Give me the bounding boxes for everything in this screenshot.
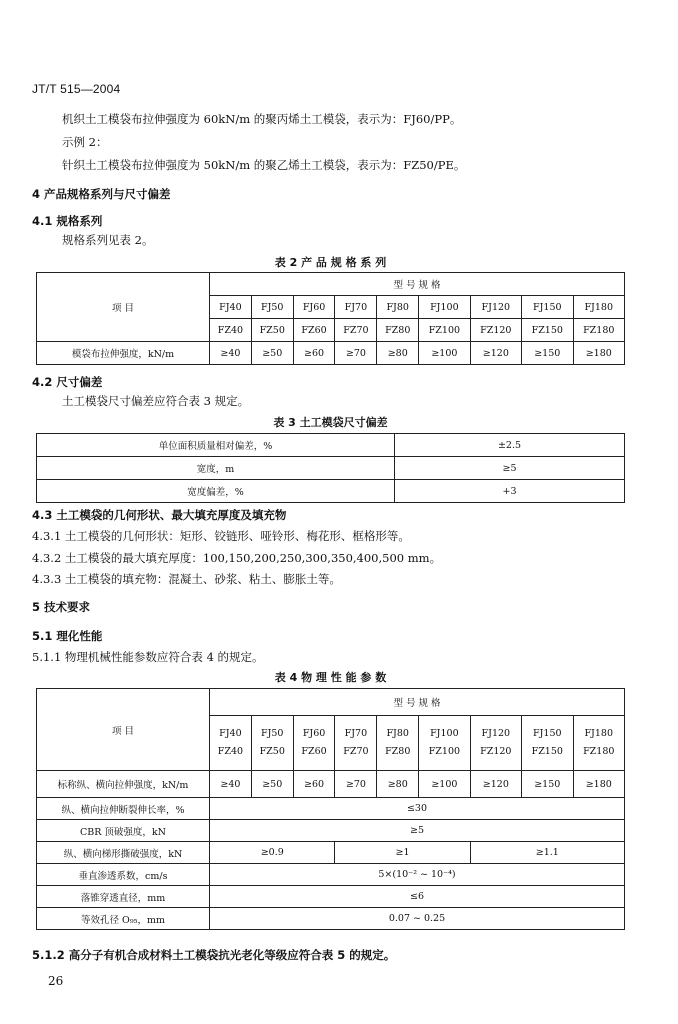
fz-label: FZ70: [343, 746, 369, 757]
fz-label: FZ50: [259, 746, 285, 757]
table-2-cell: FJ70: [335, 296, 377, 319]
table-2-cell: FZ80: [377, 319, 419, 342]
fz-label: FZ120: [480, 746, 512, 757]
table-3: [36, 433, 625, 503]
table-4-cell: ≥180: [573, 771, 625, 798]
table-2-cell: ≥180: [573, 342, 625, 365]
fz-label: FZ150: [531, 746, 563, 757]
table-2-cell: FZ180: [573, 319, 625, 342]
table-2-cell: FZ120: [470, 319, 521, 342]
table-2-model-header: 型 号 规 格: [210, 273, 625, 296]
table-4-cell: ≥100: [419, 771, 470, 798]
table-2-cell: ≥70: [335, 342, 377, 365]
table-4-model-cell: [522, 716, 573, 771]
table-2-cell: FZ60: [293, 319, 335, 342]
intro-line-2: 针织土工模袋布拉伸强度为 50kN/m 的聚乙烯土工模袋，表示为：FZ50/PE。: [62, 158, 466, 172]
table-4-model-cell: [335, 716, 377, 771]
table-2-cell: FZ40: [210, 319, 252, 342]
permeability-value: 5×(10⁻² ~ 10⁻⁴): [210, 864, 625, 886]
table-4-model-cell: [251, 716, 293, 771]
section-4-2-text: 土工模袋尺寸偏差应符合表 3 规定。: [62, 394, 250, 408]
table-2-item-header: 项 目: [37, 273, 210, 342]
fz-label: FZ40: [217, 746, 244, 757]
table-2-cell: ≥60: [293, 342, 335, 365]
tear-label: 纵、横向梯形撕破强度，kN: [37, 842, 210, 864]
elongation-label: 纵、横向拉伸断裂伸长率，%: [37, 798, 210, 820]
section-4-1-text: 规格系列见表 2。: [62, 233, 154, 247]
intro-line-1: 机织土工模袋布拉伸强度为 60kN/m 的聚丙烯土工模袋，表示为：FJ60/PP。: [62, 112, 462, 126]
table-2-cell: FJ100: [419, 296, 470, 319]
table-3-value: +3: [395, 480, 625, 503]
section-4-1-heading: 4.1 规格系列: [32, 214, 103, 228]
table-2-cell: FZ100: [419, 319, 470, 342]
fz-label: FZ60: [301, 746, 327, 757]
table-2-cell: ≥80: [377, 342, 419, 365]
table-4-cell: ≥120: [470, 771, 521, 798]
section-4-3-2: 4.3.2 土工模袋的最大填充厚度：100,150,200,250,300,350,400,500 mm。: [32, 551, 442, 565]
table-3-caption: 表 3 土工模袋尺寸偏差: [273, 416, 388, 429]
fz-label: FZ180: [583, 746, 615, 757]
section-4-heading: 4 产品规格系列与尺寸偏差: [32, 187, 171, 201]
table-2-cell: FJ40: [210, 296, 252, 319]
tensile-label: 标称纵、横向拉伸强度，kN/m: [37, 771, 210, 798]
cone-drop-label: 落锥穿透直径，mm: [37, 886, 210, 908]
table-2-caption: 表 2 产 品 规 格 系 列: [274, 256, 387, 269]
section-5-1-heading: 5.1 理化性能: [32, 629, 103, 643]
fj-label: FJ150: [533, 728, 562, 739]
table-2-cell: FJ150: [522, 296, 573, 319]
fj-label: FJ70: [344, 728, 368, 739]
section-4-2-heading: 4.2 尺寸偏差: [32, 375, 103, 389]
elongation-value: ≤30: [210, 798, 625, 820]
table-4-model-cell: [210, 716, 252, 771]
table-4: [36, 688, 625, 930]
fj-label: FJ120: [481, 728, 511, 739]
table-2-cell: ≥50: [251, 342, 293, 365]
table-3-value: ±2.5: [395, 434, 625, 457]
table-2-cell: FJ80: [377, 296, 419, 319]
table-3-label: 宽度，m: [37, 457, 395, 480]
example-label: 示例 2：: [62, 135, 108, 149]
tear-value: ≥0.9: [210, 842, 335, 864]
section-4-3-1: 4.3.1 土工模袋的几何形状：矩形、铰链形、哑铃形、梅花形、框格形等。: [32, 529, 410, 543]
permeability-label: 垂直渗透系数，cm/s: [37, 864, 210, 886]
cbr-value: ≥5: [210, 820, 625, 842]
fj-label: FJ50: [260, 728, 284, 739]
section-5-heading: 5 技术要求: [32, 600, 91, 614]
table-2-cell: FZ50: [251, 319, 293, 342]
table-3-label: 宽度偏差，%: [37, 480, 395, 503]
table-4-cell: ≥50: [251, 771, 293, 798]
pore-size-value: 0.07 ~ 0.25: [210, 908, 625, 930]
table-4-cell: ≥60: [293, 771, 335, 798]
table-4-cell: ≥80: [377, 771, 419, 798]
table-2-cell: FJ60: [293, 296, 335, 319]
table-3-label: 单位面积质量相对偏差，%: [37, 434, 395, 457]
table-2-cell: ≥40: [210, 342, 252, 365]
fj-label: FJ180: [584, 728, 614, 739]
fz-label: FZ80: [385, 746, 411, 757]
table-2-cell: FJ120: [470, 296, 521, 319]
page-number: 26: [48, 974, 64, 988]
table-4-item-header: 项 目: [37, 689, 210, 771]
section-5-1-1: 5.1.1 物理机械性能参数应符合表 4 的规定。: [32, 650, 264, 664]
table-4-model-header: 型 号 规 格: [210, 689, 625, 716]
table-4-model-cell: [293, 716, 335, 771]
fj-label: FJ100: [430, 728, 459, 739]
table-4-model-cell: [377, 716, 419, 771]
table-2-cell: ≥100: [419, 342, 470, 365]
table-2-cell: FZ150: [522, 319, 573, 342]
tear-value: ≥1.1: [470, 842, 624, 864]
pore-size-label: 等效孔径 O₉₅，mm: [37, 908, 210, 930]
table-4-model-cell: [573, 716, 625, 771]
table-4-cell: ≥150: [522, 771, 573, 798]
section-4-3-heading: 4.3 土工模袋的几何形状、最大填充厚度及填充物: [32, 508, 287, 522]
table-3-value: ≥5: [395, 457, 625, 480]
table-4-model-cell: [470, 716, 521, 771]
table-2-cell: FJ180: [573, 296, 625, 319]
table-2-cell: ≥120: [470, 342, 521, 365]
table-2-cell: FJ50: [251, 296, 293, 319]
fj-label: FJ80: [386, 728, 409, 739]
table-4-cell: ≥70: [335, 771, 377, 798]
fj-label: FJ60: [302, 728, 326, 739]
cone-drop-value: ≤6: [210, 886, 625, 908]
table-2-cell: FZ70: [335, 319, 377, 342]
document-header: JT/T 515—2004: [32, 82, 121, 96]
cbr-label: CBR 顶破强度，kN: [37, 820, 210, 842]
table-4-cell: ≥40: [210, 771, 252, 798]
tear-value: ≥1: [335, 842, 470, 864]
section-5-1-2: 5.1.2 高分子有机合成材料土工模袋抗光老化等级应符合表 5 的规定。: [32, 948, 396, 962]
table-2-cell: ≥150: [522, 342, 573, 365]
table-2-row-label: 模袋布拉伸强度，kN/m: [37, 342, 210, 365]
table-2: [36, 272, 625, 365]
table-4-caption: 表 4 物 理 性 能 参 数: [274, 671, 387, 684]
section-4-3-3: 4.3.3 土工模袋的填充物：混凝土、砂浆、粘土、膨胀土等。: [32, 572, 341, 586]
fj-label: FJ40: [219, 728, 242, 739]
fz-label: FZ100: [428, 746, 461, 757]
table-4-model-cell: [419, 716, 470, 771]
